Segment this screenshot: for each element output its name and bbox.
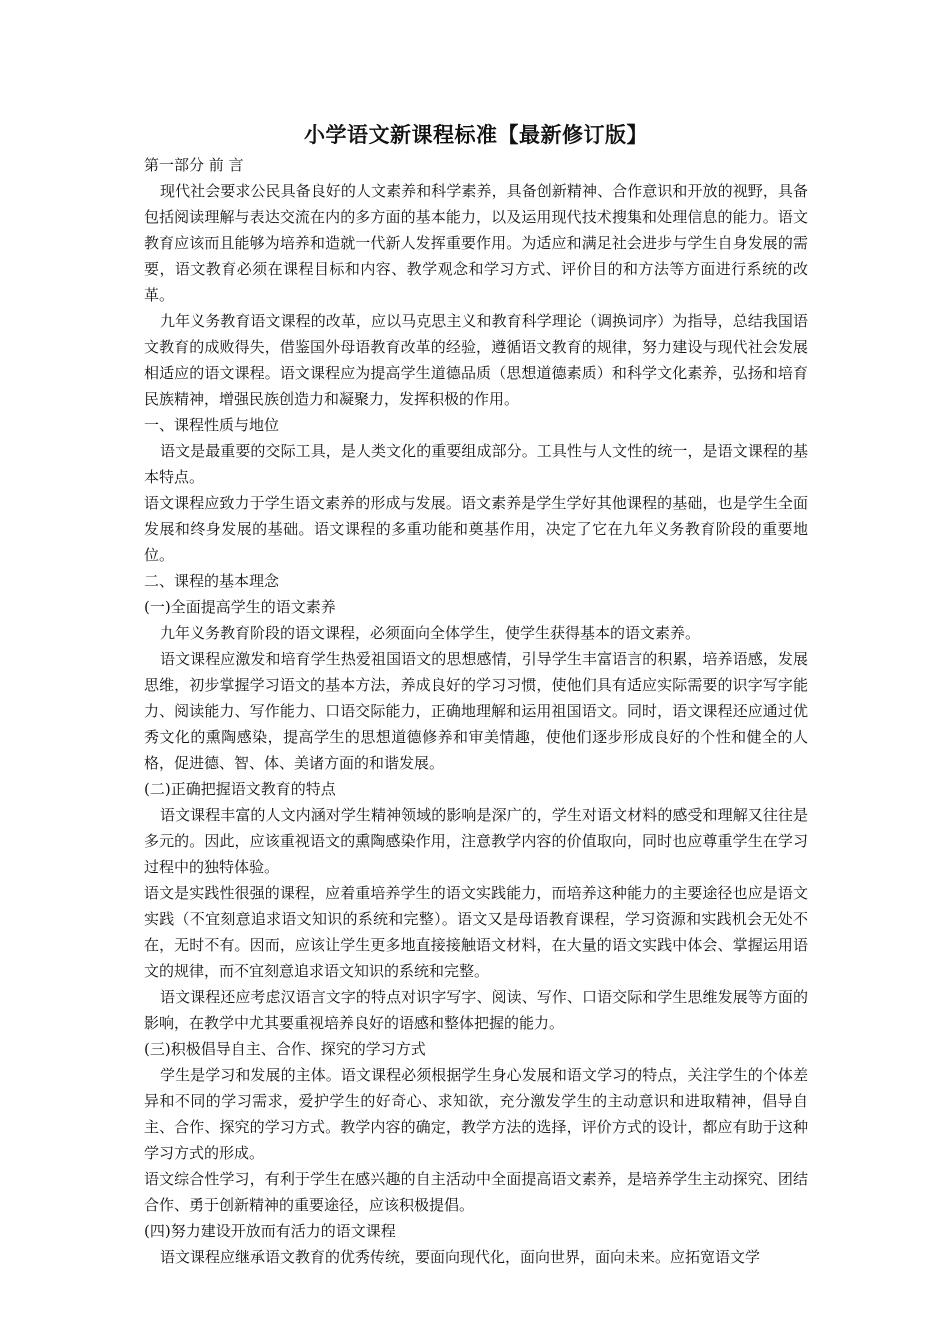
paragraph: 语文是实践性很强的课程，应着重培养学生的语文实践能力，而培养这种能力的主要途径也应是语文实践（不宜刻意追求语文知识的系统和完整）。语文又是母语教育课程，学习资源和实践机会无处不在，无时不有。因而，应该让学生更多地直接接触语文材料，在大量的语文实践中体会、掌握运用语文的规律，而不宜刻意追求语文知识的系统和完整。 bbox=[144, 884, 808, 980]
paragraph: 学生是学习和发展的主体。语文课程必须根据学生身心发展和语文学习的特点，关注学生的个体差异和不同的学习需求，爱护学生的好奇心、求知欲，充分激发学生的主动意识和进取精神，倡导自主、合作、探究的学习方式。教学内容的确定，教学方法的选择，评价方式的设计，都应有助于这种学习方式的形成。 bbox=[144, 1066, 808, 1162]
section-heading: (一)全面提高学生的语文素养 bbox=[144, 598, 336, 616]
paragraph: 语文课程丰富的人文内涵对学生精神领域的影响是深广的，学生对语文材料的感受和理解又往往是多元的。因此，应该重视语文的熏陶感染作用，注意教学内容的价值取向，同时也应尊重学生在学习过程中的独特体验。 bbox=[144, 806, 808, 876]
document-page bbox=[144, 118, 808, 1270]
section-heading: (二)正确把握语文教育的特点 bbox=[144, 780, 336, 798]
paragraph: 语文课程还应考虑汉语言文字的特点对识字写字、阅读、写作、口语交际和学生思维发展等方面的影响，在教学中尤其要重视培养良好的语感和整体把握的能力。 bbox=[144, 988, 808, 1032]
paragraph: 语文课程应继承语文教育的优秀传统，要面向现代化，面向世界，面向未来。应拓宽语文学 bbox=[160, 1248, 761, 1266]
paragraph: 语文是最重要的交际工具，是人类文化的重要组成部分。工具性与人文性的统一，是语文课程的基本特点。 bbox=[144, 442, 808, 486]
paragraph: 九年义务教育阶段的语文课程，必须面向全体学生，使学生获得基本的语文素养。 bbox=[160, 624, 701, 642]
paragraph: 现代社会要求公民具备良好的人文素养和科学素养，具备创新精神、合作意识和开放的视野，具备包括阅读理解与表达交流在内的多方面的基本能力，以及运用现代技术搜集和处理信息的能力。语文教育应该而且能够为培养和造就一代新人发挥重要作用。为适应和满足社会进步与学生自身发展的需要，语文教育必须在课程目标和内容、教学观念和学习方式、评价目的和方法等方面进行系统的改革。 bbox=[144, 182, 808, 304]
paragraph: 语文课程应激发和培育学生热爱祖国语文的思想感情，引导学生丰富语言的积累，培养语感，发展思维，初步掌握学习语文的基本方法，养成良好的学习习惯，使他们具有适应实际需要的识字写字能力、阅读能力、写作能力、口语交际能力，正确地理解和运用祖国语文。同时，语文课程还应通过优秀文化的熏陶感染，提高学生的思想道德修养和审美情趣，使他们逐步形成良好的个性和健全的人格，促进德、智、体、美诸方面的和谐发展。 bbox=[144, 650, 808, 772]
document-title: 小学语文新课程标准【最新修订版】 bbox=[304, 123, 648, 147]
section-heading: (四)努力建设开放而有活力的语文课程 bbox=[144, 1222, 396, 1240]
section-heading: (三)积极倡导自主、合作、探究的学习方式 bbox=[144, 1040, 426, 1058]
document-body bbox=[144, 152, 808, 1270]
section-heading: 二、课程的基本理念 bbox=[144, 572, 280, 590]
section-heading: 第一部分 前 言 bbox=[144, 156, 244, 174]
paragraph: 语文课程应致力于学生语文素养的形成与发展。语文素养是学生学好其他课程的基础，也是学生全面发展和终身发展的基础。语文课程的多重功能和奠基作用，决定了它在九年义务教育阶段的重要地位。 bbox=[144, 494, 808, 564]
paragraph: 九年义务教育语文课程的改革，应以马克思主义和教育科学理论（调换词序）为指导，总结我国语文教育的成败得失，借鉴国外母语教育改革的经验，遵循语文教育的规律，努力建设与现代社会发展相适应的语文课程。语文课程应为提高学生道德品质（思想道德素质）和科学文化素养，弘扬和培育民族精神，增强民族创造力和凝聚力，发挥积极的作用。 bbox=[144, 312, 808, 408]
section-heading: 一、课程性质与地位 bbox=[144, 416, 280, 434]
paragraph: 语文综合性学习，有利于学生在感兴趣的自主活动中全面提高语文素养，是培养学生主动探究、团结合作、勇于创新精神的重要途径，应该积极提倡。 bbox=[144, 1170, 808, 1214]
